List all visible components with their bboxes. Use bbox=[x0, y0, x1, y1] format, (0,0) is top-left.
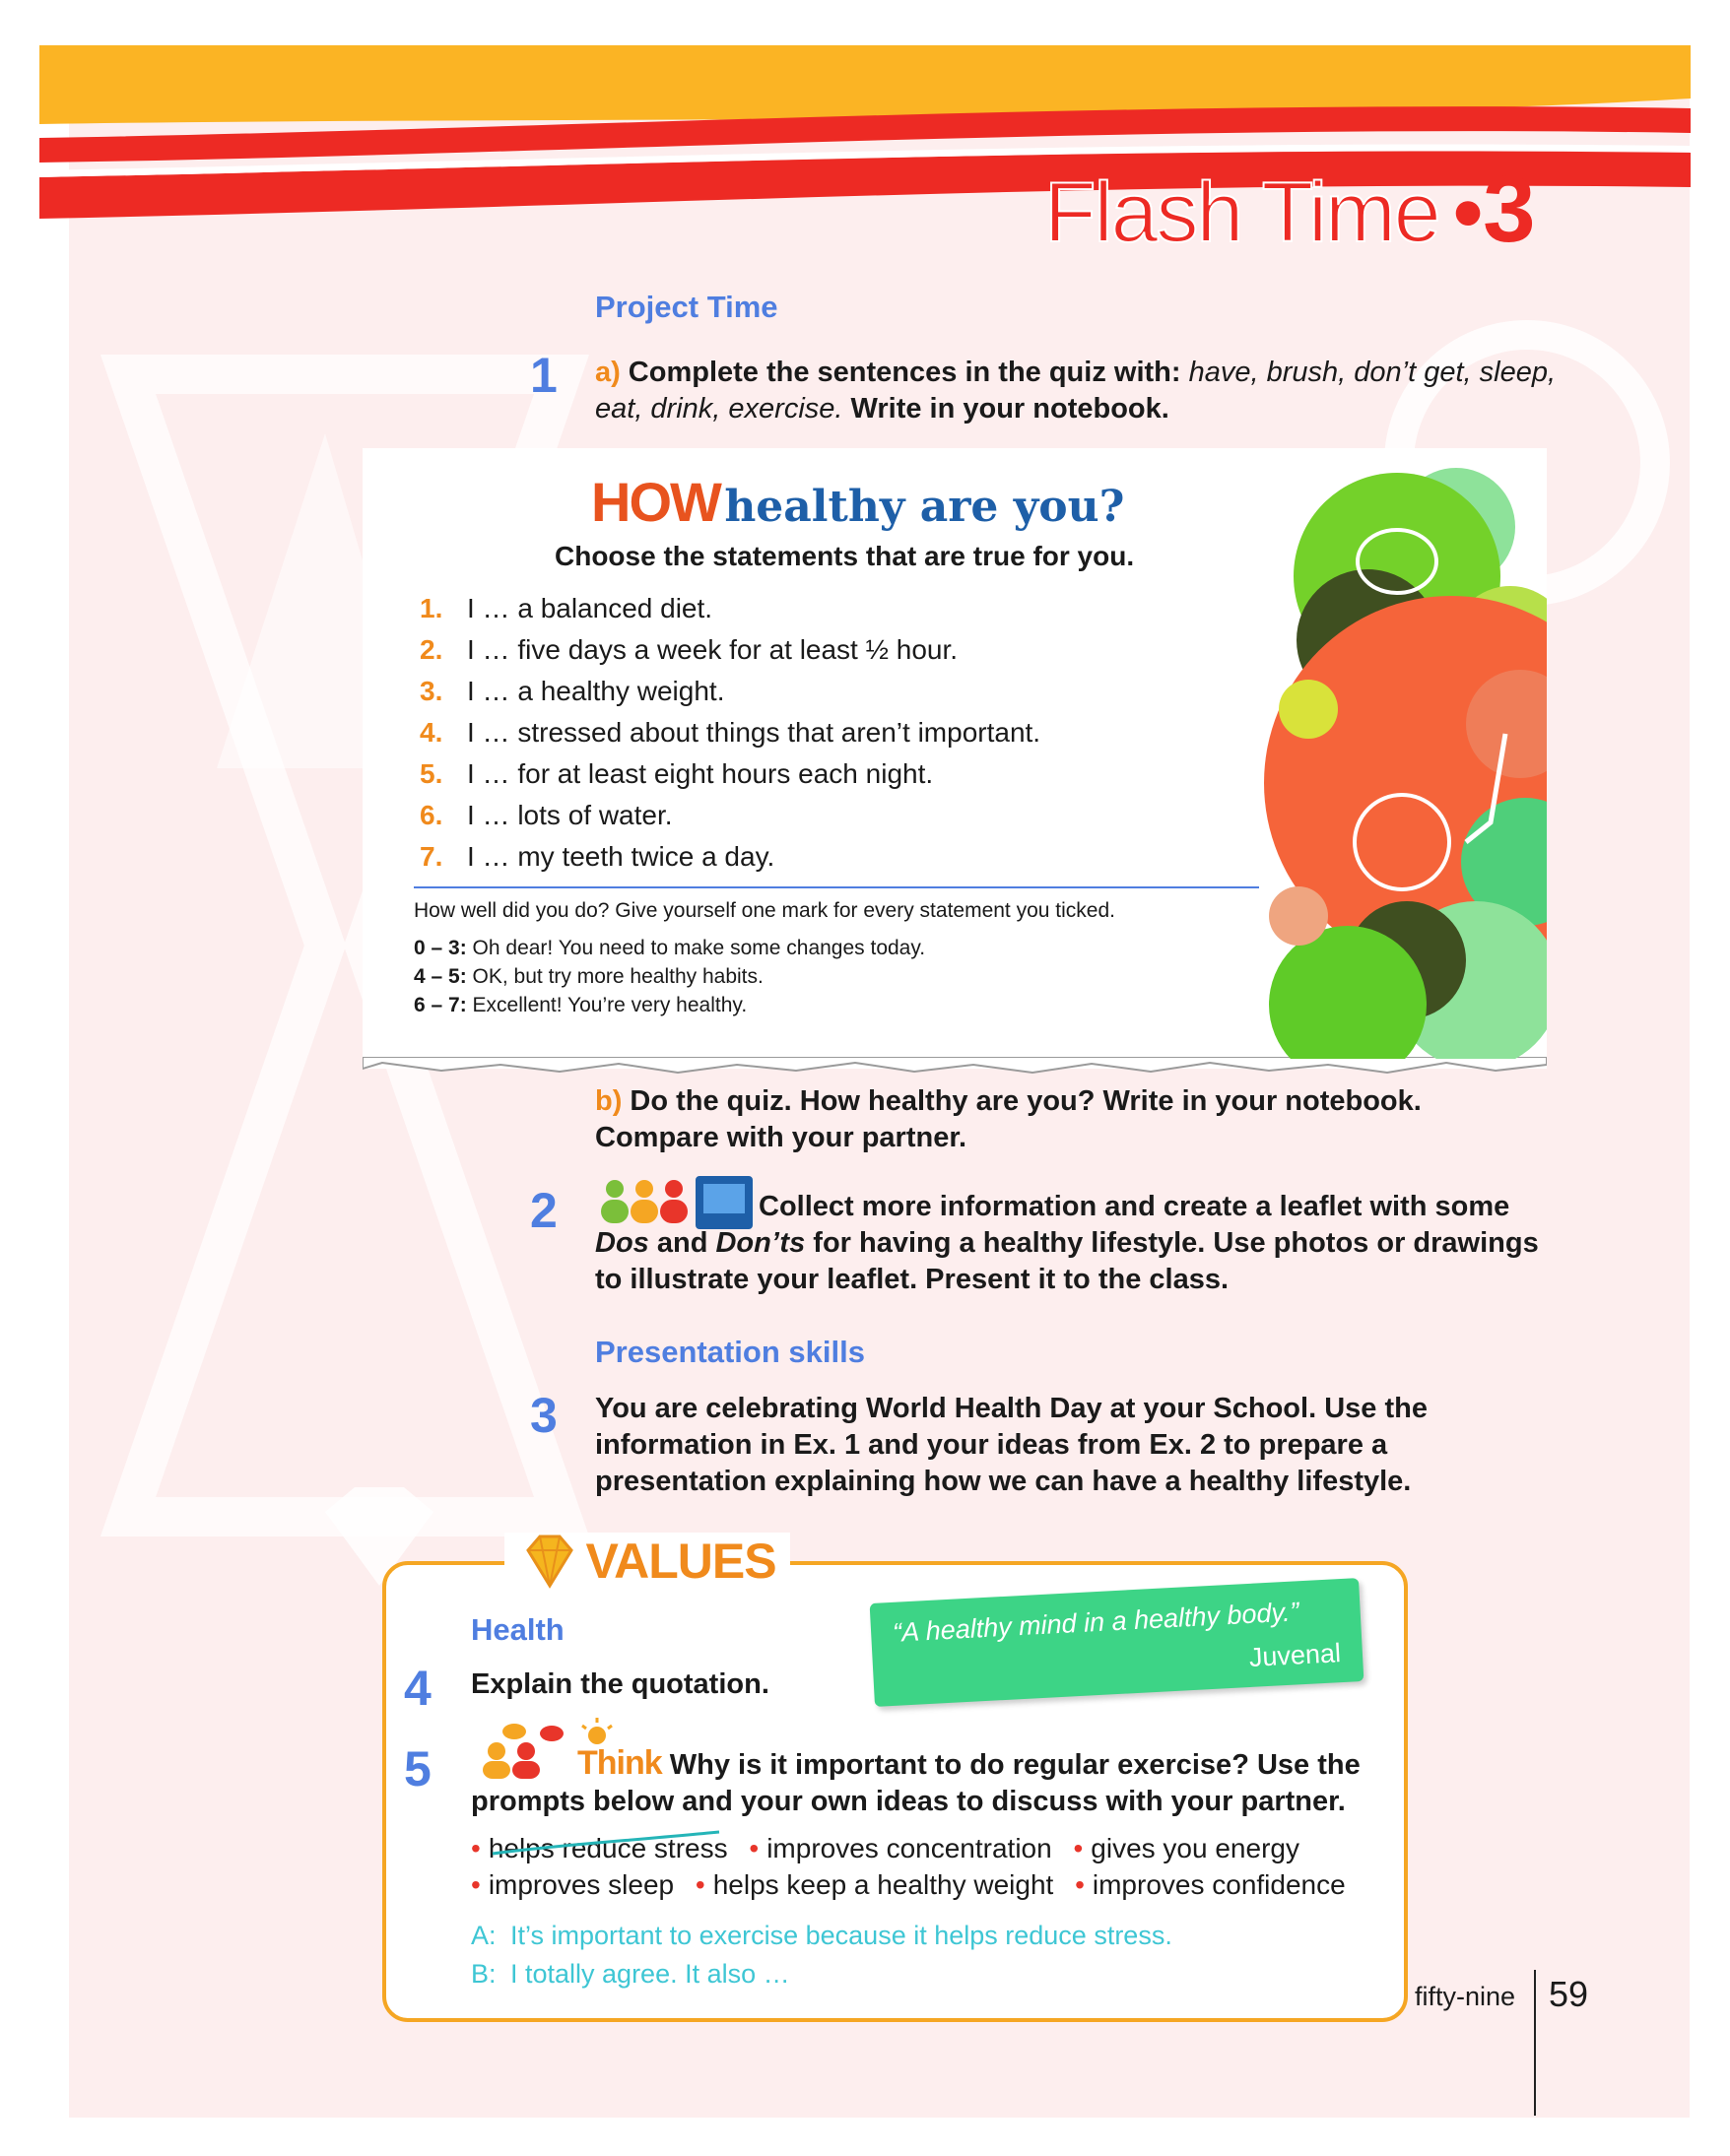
quiz-subtitle: Choose the statements that are true for you. bbox=[555, 541, 1135, 571]
page-number: 59 bbox=[1549, 1974, 1589, 2014]
prompt-item: • helps reduce stress bbox=[471, 1833, 728, 1863]
ex1a-words: have, brush, don’t get, sleep, eat, drink, exercise. bbox=[595, 357, 1557, 425]
exercise-number-4: 4 bbox=[404, 1661, 432, 1716]
ex1a-text: Complete the sentences in the quiz with: bbox=[628, 357, 1181, 388]
title-dot: • bbox=[1453, 165, 1484, 260]
ex2-line1: Collect more information and create a leaflet with some bbox=[759, 1191, 1510, 1222]
prompt-item: • gives you energy bbox=[1073, 1833, 1299, 1863]
exercise-number-5: 5 bbox=[404, 1741, 432, 1797]
exercise-number-1: 1 bbox=[530, 348, 558, 403]
prompt-item: • improves sleep bbox=[471, 1869, 675, 1900]
title-text: Flash Time bbox=[1044, 165, 1439, 260]
quiz-statement[interactable]: 7. I … my teeth twice a day. bbox=[420, 841, 775, 872]
score-row: 0 – 3: Oh dear! You need to make some changes today. bbox=[414, 937, 926, 959]
pen-strike-mark bbox=[491, 1828, 727, 1858]
score-row: 6 – 7: Excellent! You’re very healthy. bbox=[414, 994, 748, 1016]
quiz-statement[interactable]: 4. I … stressed about things that aren’t important. bbox=[420, 717, 1041, 748]
score-intro: How well did you do? Give yourself one mark for every statement you ticked. bbox=[414, 899, 1115, 922]
section-heading-project: Project Time bbox=[595, 290, 778, 324]
quiz-statement[interactable]: 5. I … for at least eight hours each night. bbox=[420, 758, 934, 789]
exercise-1a-instruction bbox=[595, 355, 1580, 427]
dialogue-line: A: It’s important to exercise because it helps reduce stress. bbox=[471, 1921, 1172, 1950]
sub-letter-a: a) bbox=[595, 357, 621, 388]
exercise-5-instruction bbox=[471, 1745, 1377, 1820]
quiz-statement[interactable]: 1. I … a balanced diet. bbox=[420, 593, 713, 623]
torn-edge bbox=[363, 1057, 1547, 1080]
quiz-title bbox=[591, 470, 1124, 534]
prompt-item: • improves concentration bbox=[749, 1833, 1052, 1863]
prompt-item: • helps keep a healthy weight bbox=[695, 1869, 1054, 1900]
ex2-and: and bbox=[656, 1227, 708, 1259]
prompt-row-2 bbox=[471, 1866, 1346, 1903]
ex2-dos: Dos bbox=[595, 1227, 649, 1259]
exercise-1b-instruction bbox=[595, 1083, 1541, 1156]
quiz-title-rest: healthy are you? bbox=[724, 482, 1125, 532]
sub-letter-b: b) bbox=[595, 1085, 623, 1117]
unit-number: 3 bbox=[1483, 157, 1536, 262]
dialogue bbox=[471, 1917, 1172, 1993]
quiz-statement-list bbox=[420, 588, 1040, 878]
quiz-statement[interactable]: 2. I … five days a week for at least ½ hour. bbox=[420, 634, 959, 665]
ex1a-end: Write in your notebook. bbox=[850, 393, 1169, 425]
page-title bbox=[1044, 156, 1536, 264]
quotation-text: “A healthy mind in a healthy body.” bbox=[892, 1597, 1300, 1648]
score-list bbox=[414, 934, 925, 1019]
page-word: fifty-nine bbox=[1415, 1982, 1516, 2011]
prompt-item: • improves confidence bbox=[1075, 1869, 1346, 1900]
exercise-number-3: 3 bbox=[530, 1388, 558, 1443]
dialogue-line: B: I totally agree. It also … bbox=[471, 1959, 790, 1989]
ex5-text: Why is it important to do regular exercise? Use the prompts below and your own ideas to discuss with your partner. bbox=[471, 1749, 1361, 1817]
quiz-statement[interactable]: 3. I … a healthy weight. bbox=[420, 676, 725, 706]
quotation-author: Juvenal bbox=[1248, 1638, 1342, 1672]
quiz-title-how: HOW bbox=[591, 471, 720, 533]
ex1b-text: Do the quiz. How healthy are you? Write in your notebook. Compare with your partner. bbox=[595, 1085, 1422, 1153]
section-heading-presentation: Presentation skills bbox=[595, 1335, 865, 1369]
diamond-icon bbox=[518, 1533, 581, 1590]
fruit-illustration bbox=[1259, 448, 1547, 1059]
ex2-line2: for having a healthy lifestyle. Use photos or drawings to illustrate your leaflet. Present it to the class. bbox=[595, 1227, 1539, 1295]
footer-rule bbox=[1534, 1970, 1536, 2116]
ex2-donts: Don’ts bbox=[715, 1227, 806, 1259]
values-heading: Health bbox=[471, 1612, 565, 1647]
think-label: Think bbox=[577, 1744, 662, 1782]
score-row: 4 – 5: OK, but try more healthy habits. bbox=[414, 965, 764, 988]
exercise-2-instruction bbox=[595, 1189, 1541, 1298]
exercise-3-instruction: You are celebrating World Health Day at your School. Use the information in Ex. 1 and your ideas from Ex. 2 to prepare a presentation explaining how we can have a healthy lifestyle. bbox=[595, 1393, 1428, 1497]
divider-line bbox=[414, 886, 1259, 888]
quiz-statement[interactable]: 6. I … lots of water. bbox=[420, 800, 673, 830]
exercise-number-2: 2 bbox=[530, 1183, 558, 1238]
values-label-text: VALUES bbox=[585, 1534, 776, 1589]
values-label bbox=[504, 1533, 790, 1590]
exercise-4-instruction: Explain the quotation. bbox=[471, 1668, 769, 1700]
quiz-panel bbox=[363, 448, 1547, 1069]
